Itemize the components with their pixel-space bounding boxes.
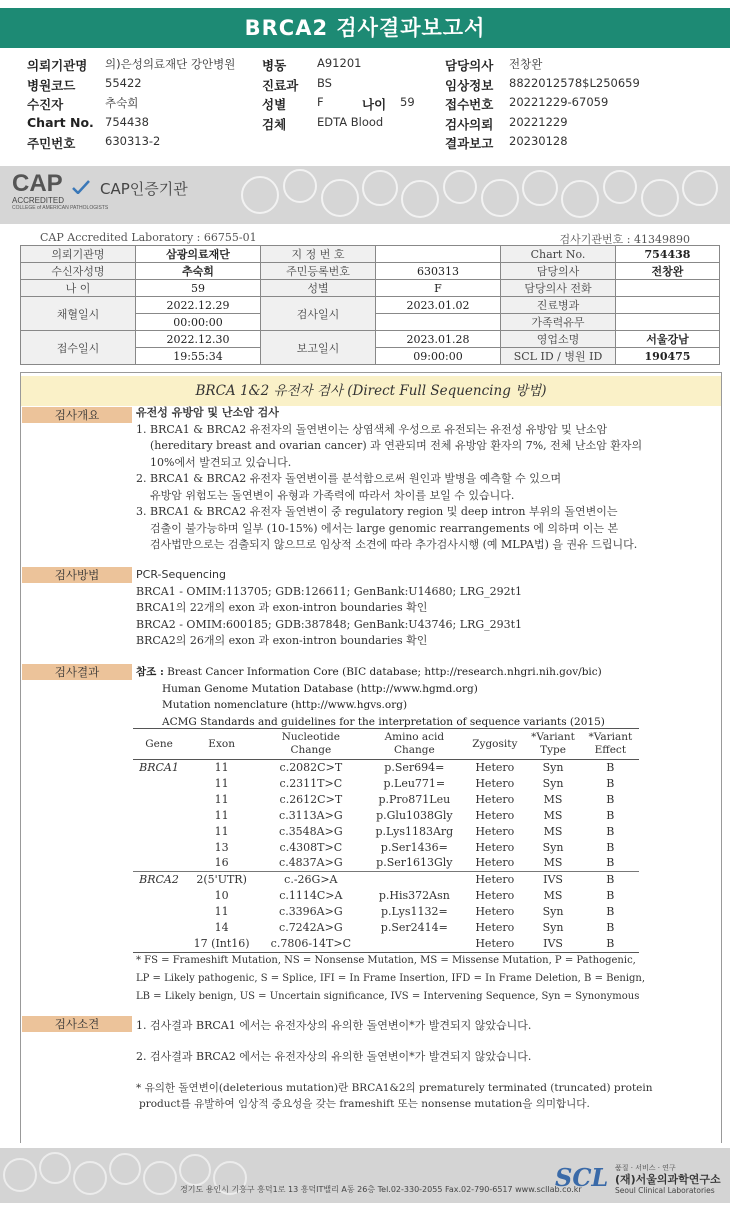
table-cell bbox=[133, 888, 185, 904]
overview-line: 유방암 위험도는 돌연변이 유형과 가족력에 따라서 차이를 보일 수 있습니다. bbox=[150, 488, 515, 502]
table-cell: c.-26G>A bbox=[258, 872, 363, 888]
info-value: 754438 bbox=[616, 246, 720, 263]
table-cell: c.4308T>C bbox=[279, 840, 343, 854]
patient-header bbox=[27, 56, 707, 154]
header-value: F bbox=[317, 95, 324, 109]
scl-name-en: Seoul Clinical Laboratories bbox=[615, 1186, 715, 1195]
table-cell: BRCA2 bbox=[133, 872, 185, 888]
table-cell: Hetero bbox=[475, 921, 515, 935]
table-cell: B bbox=[606, 824, 615, 838]
info-label: 채혈일시 bbox=[21, 297, 136, 331]
table-cell: 11 bbox=[214, 761, 229, 774]
abbreviation-notes bbox=[136, 952, 645, 1006]
info-label: 검사일시 bbox=[261, 297, 376, 331]
section-conclusion: 검사소견 bbox=[22, 1016, 132, 1032]
table-cell: 11 bbox=[214, 808, 229, 822]
header-label: 검사의뢰 bbox=[445, 116, 494, 132]
method-line: BRCA2의 26개의 exon 과 exon-intron boundaries 확인 bbox=[136, 634, 428, 647]
header-value: 의)은성의료재단 강안병원 bbox=[105, 57, 236, 71]
table-cell: B bbox=[606, 856, 615, 870]
info-label: 지 정 번 호 bbox=[261, 246, 376, 263]
table-cell: BRCA1 bbox=[139, 761, 179, 774]
table-cell: B bbox=[606, 792, 615, 806]
overview-line: 검사법만으로는 검출되지 않으므로 임상적 소견에 따라 추가검사시행 (예 MLPA법) 을 권유 드립니다. bbox=[150, 538, 638, 551]
note-line: LP = Likely pathogenic, S = Splice, IFI = In Frame Insertion, IFD = In Frame Deletion, B = Benign, bbox=[136, 973, 646, 984]
info-value bbox=[376, 314, 501, 331]
report-title: BRCA2 검사결과보고서 bbox=[0, 8, 730, 48]
info-value: 2022.12.30 bbox=[136, 331, 261, 348]
overview-line: 3. BRCA1 & BRCA2 유전자 돌연변이 중 regulatory region 및 deep intron 부위의 돌연변이는 bbox=[136, 505, 618, 518]
table-cell: MS bbox=[543, 889, 563, 903]
table-cell: p.Leu771= bbox=[383, 776, 446, 790]
table-cell: p.Lys1132= bbox=[380, 905, 448, 919]
info-value: 서울강남 bbox=[616, 331, 720, 348]
table-cell: B bbox=[606, 808, 615, 822]
header-label: Chart No. bbox=[27, 114, 94, 130]
table-cell: 2(5'UTR) bbox=[185, 872, 258, 888]
cap-logo bbox=[12, 172, 108, 211]
header-value: 59 bbox=[400, 95, 415, 109]
table-cell: c.2311T>C bbox=[279, 776, 343, 790]
info-table bbox=[20, 245, 720, 365]
table-row bbox=[133, 920, 639, 936]
table-cell: p.His372Asn bbox=[378, 889, 450, 903]
table-cell: c.3113A>G bbox=[279, 808, 343, 822]
col-variant-type: *Variant Type bbox=[524, 729, 581, 760]
header-value: 754438 bbox=[105, 114, 149, 129]
references bbox=[136, 664, 605, 730]
table-row bbox=[133, 888, 639, 904]
table-cell: Syn bbox=[542, 921, 564, 935]
table-cell: MS bbox=[543, 824, 563, 838]
header-label: 성별 bbox=[262, 97, 287, 112]
table-cell: IVS bbox=[524, 936, 581, 952]
table-cell: Hetero bbox=[475, 808, 515, 822]
overview-line: 1. BRCA1 & BRCA2 유전자의 돌연변이는 상염색체 우성으로 유전되는 유전성 유방암 및 난소암 bbox=[136, 422, 608, 436]
table-cell bbox=[133, 776, 185, 792]
header-label: 접수번호 bbox=[445, 97, 494, 112]
table-row bbox=[133, 760, 639, 776]
conclusion-note: product를 유발하여 임상적 중요성을 갖는 frameshift 또는 nonsense mutation을 의미합니다. bbox=[139, 1098, 590, 1110]
table-cell: p.Ser2414= bbox=[380, 921, 448, 935]
table-cell: 11 bbox=[214, 776, 229, 790]
header-label: 임상정보 bbox=[445, 77, 494, 93]
col-variant-effect: *Variant Effect bbox=[582, 729, 639, 760]
info-value: 190475 bbox=[616, 348, 720, 365]
info-value bbox=[616, 280, 720, 297]
table-cell: Syn bbox=[542, 905, 564, 919]
table-cell: Hetero bbox=[475, 776, 515, 790]
table-cell: B bbox=[582, 936, 639, 952]
info-label: 보고일시 bbox=[261, 331, 376, 365]
info-label: 영업소명 bbox=[501, 331, 616, 348]
decorative-pattern-icon bbox=[230, 166, 730, 224]
cap-logo-text: CAP bbox=[12, 170, 63, 197]
institution-number: 검사기관번호 : 41349890 bbox=[559, 233, 690, 246]
info-label: Chart No. bbox=[501, 246, 616, 263]
overview-line: (hereditary breast and ovarian cancer) 과 연관되며 전체 유방암 환자의 7%, 전체 난소암 환자의 bbox=[150, 439, 643, 452]
info-value: 19:55:34 bbox=[136, 348, 261, 365]
info-value: 2023.01.02 bbox=[376, 297, 501, 314]
table-row bbox=[133, 855, 639, 871]
table-cell: 10 bbox=[214, 889, 229, 903]
cap-cert-label: CAP인증기관 bbox=[100, 180, 188, 198]
note-line: * FS = Frameshift Mutation, NS = Nonsense Mutation, MS = Missense Mutation, P = Pathogenic, bbox=[136, 955, 636, 966]
table-cell: B bbox=[606, 889, 615, 903]
table-cell: c.4837A>G bbox=[279, 856, 343, 870]
cap-accredited: ACCREDITED bbox=[12, 196, 65, 205]
table-cell: Hetero bbox=[465, 872, 524, 888]
col-amino-acid: Amino acid Change bbox=[363, 729, 465, 760]
col-gene: Gene bbox=[133, 729, 185, 760]
table-cell: Hetero bbox=[475, 905, 515, 919]
info-label: 성별 bbox=[261, 280, 376, 297]
table-cell bbox=[133, 904, 185, 920]
col-zygosity: Zygosity bbox=[465, 729, 524, 760]
ref-line: Human Genome Mutation Database (http://www.hgmd.org) bbox=[162, 682, 478, 695]
info-value: 630313 bbox=[376, 263, 501, 280]
section-overview: 검사개요 bbox=[22, 407, 132, 423]
method-line: BRCA2 - OMIM:600185; GDB:387848; GenBank:U43746; LRG_293t1 bbox=[136, 617, 523, 631]
table-cell: Hetero bbox=[475, 761, 515, 774]
variant-table bbox=[133, 728, 639, 953]
table-cell: 11 bbox=[214, 905, 229, 919]
overview-line: 10%에서 발견되고 있습니다. bbox=[150, 455, 292, 469]
info-value: 2022.12.29 bbox=[136, 297, 261, 314]
section-method: 검사방법 bbox=[22, 567, 132, 583]
table-row bbox=[133, 792, 639, 808]
table-cell: c.3396A>G bbox=[279, 905, 343, 919]
table-cell: Syn bbox=[542, 776, 564, 790]
info-label: 수신자성명 bbox=[21, 263, 136, 280]
method-line: PCR-Sequencing bbox=[136, 568, 226, 581]
lab-line bbox=[40, 231, 690, 244]
header-label: 검체 bbox=[262, 116, 287, 132]
header-label: 병동 bbox=[262, 58, 287, 73]
scl-logo: SCL bbox=[555, 1163, 609, 1192]
header-value: EDTA Blood bbox=[317, 114, 384, 129]
info-value: F bbox=[376, 280, 501, 297]
header-label: 담당의사 bbox=[445, 58, 494, 73]
header-value: 8822012578$L250659 bbox=[509, 75, 640, 90]
table-cell: Hetero bbox=[475, 856, 515, 870]
table-row bbox=[133, 904, 639, 920]
info-label: 진료병과 bbox=[501, 297, 616, 314]
table-cell: Syn bbox=[542, 761, 564, 774]
info-label: 담당의사 bbox=[501, 263, 616, 280]
info-label: 담당의사 전화 bbox=[501, 280, 616, 297]
header-label: 의뢰기관명 bbox=[27, 58, 88, 73]
table-cell bbox=[363, 872, 465, 888]
header-label: 병원코드 bbox=[27, 77, 76, 93]
header-value: BS bbox=[317, 75, 332, 90]
ref-line: ACMG Standards and guidelines for the interpretation of sequence variants (2015) bbox=[162, 715, 605, 728]
info-value: 2023.01.28 bbox=[376, 331, 501, 348]
header-label: 수진자 bbox=[27, 97, 64, 112]
info-value: 00:00:00 bbox=[136, 314, 261, 331]
info-value: 59 bbox=[136, 280, 261, 297]
ref-line: Breast Cancer Information Core (BIC database; http://research.nhgri.nih.gov/bic) bbox=[167, 666, 602, 678]
info-value: 09:00:00 bbox=[376, 348, 501, 365]
table-cell: IVS bbox=[524, 872, 581, 888]
table-cell: B bbox=[606, 840, 615, 854]
table-cell: p.Ser694= bbox=[384, 761, 445, 774]
table-row bbox=[133, 776, 639, 792]
test-header: BRCA 1&2 유전자 검사 (Direct Full Sequencing 방법) bbox=[21, 376, 721, 406]
table-row bbox=[133, 824, 639, 840]
overview-title: 유전성 유방암 및 난소암 검사 bbox=[136, 406, 279, 419]
table-cell: B bbox=[606, 776, 615, 790]
overview-line: 2. BRCA1 & BRCA2 유전자 돌연변이를 분석함으로써 원인과 발병을 예측할 수 있으며 bbox=[136, 472, 562, 485]
section-result: 검사결과 bbox=[22, 664, 132, 680]
table-cell bbox=[133, 808, 185, 824]
table-cell: c.2082C>T bbox=[279, 761, 343, 774]
table-cell: B bbox=[606, 761, 615, 774]
table-cell: Hetero bbox=[475, 792, 515, 806]
info-label: 나 이 bbox=[21, 280, 136, 297]
header-label: 결과보고 bbox=[445, 136, 494, 151]
header-value: 20230128 bbox=[509, 134, 568, 148]
table-cell bbox=[133, 920, 185, 936]
ref-line: Mutation nomenclature (http://www.hgvs.org) bbox=[162, 699, 408, 711]
table-cell: p.Lys1183Arg bbox=[375, 824, 454, 838]
table-cell: MS bbox=[543, 808, 563, 822]
conclusion-line: 1. 검사결과 BRCA1 에서는 유전자상의 유의한 돌연변이*가 발견되지 않았습니다. bbox=[136, 1019, 532, 1032]
info-value: 삼광의료재단 bbox=[136, 246, 261, 263]
table-cell: B bbox=[582, 872, 639, 888]
note-line: LB = Likely benign, US = Uncertain significance, IVS = Intervening Sequence, Syn = Synonymous bbox=[136, 991, 640, 1002]
info-label: 주민등록번호 bbox=[261, 263, 376, 280]
info-label: 의뢰기관명 bbox=[21, 246, 136, 263]
scl-name: (재)서울의과학연구소 bbox=[615, 1173, 721, 1186]
table-cell: p.Ser1436= bbox=[380, 840, 448, 854]
table-cell: MS bbox=[543, 856, 563, 870]
header-value: 전창완 bbox=[509, 57, 543, 71]
table-cell: p.Pro871Leu bbox=[378, 792, 451, 806]
info-label: 가족력유무 bbox=[501, 314, 616, 331]
info-value: 전창완 bbox=[616, 263, 720, 280]
table-cell: c.7242A>G bbox=[279, 921, 343, 935]
table-cell: Hetero bbox=[465, 936, 524, 952]
header-value: 20221229-67059 bbox=[509, 95, 609, 109]
header-label: 진료과 bbox=[262, 77, 299, 93]
table-cell bbox=[133, 824, 185, 840]
table-cell: 16 bbox=[214, 856, 229, 870]
table-cell: 17 (Int16) bbox=[185, 936, 258, 952]
table-row bbox=[133, 936, 639, 952]
info-label: SCL ID / 병원 ID bbox=[501, 348, 616, 365]
header-value: 630313-2 bbox=[105, 134, 161, 148]
method-line: BRCA1의 22개의 exon 과 exon-intron boundaries 확인 bbox=[136, 601, 428, 614]
table-cell: Hetero bbox=[475, 840, 515, 854]
scl-tagline: 품질 · 서비스 · 연구 bbox=[615, 1164, 676, 1172]
table-cell: c.7806-14T>C bbox=[258, 936, 363, 952]
table-cell bbox=[133, 792, 185, 808]
table-row bbox=[133, 840, 639, 856]
table-cell: c.1114C>A bbox=[279, 889, 343, 903]
table-cell: p.Ser1613Gly bbox=[376, 856, 453, 870]
table-cell bbox=[363, 936, 465, 952]
header-label: 나이 bbox=[362, 97, 387, 112]
info-value bbox=[616, 297, 720, 314]
table-cell: 13 bbox=[214, 840, 229, 854]
table-cell: 11 bbox=[214, 792, 229, 806]
table-row bbox=[133, 872, 639, 888]
header-label: 주민번호 bbox=[27, 136, 76, 151]
col-nucleotide: Nucleotide Change bbox=[258, 729, 363, 760]
checkmark-icon bbox=[72, 180, 90, 194]
col-exon: Exon bbox=[185, 729, 258, 760]
table-cell: B bbox=[606, 905, 615, 919]
info-value: 추숙희 bbox=[136, 263, 261, 280]
table-cell bbox=[133, 936, 185, 952]
table-cell: B bbox=[606, 921, 615, 935]
table-cell: c.2612C>T bbox=[279, 792, 343, 806]
header-value: 20221229 bbox=[509, 114, 568, 129]
table-cell bbox=[133, 840, 185, 856]
header-value: 55422 bbox=[105, 75, 142, 90]
refs-prefix: 참조 : bbox=[136, 666, 164, 678]
header-value: A91201 bbox=[317, 56, 362, 70]
conclusion-note: * 유의한 돌연변이(deleterious mutation)란 BRCA1&2의 prematurely terminated (truncated) protein bbox=[136, 1082, 653, 1094]
conclusion-line: 2. 검사결과 BRCA2 에서는 유전자상의 유의한 돌연변이*가 발견되지 않았습니다. bbox=[136, 1050, 532, 1063]
table-cell: p.Glu1038Gly bbox=[376, 808, 453, 822]
table-cell: Hetero bbox=[475, 824, 515, 838]
info-value bbox=[376, 246, 501, 263]
table-row bbox=[133, 808, 639, 824]
table-cell: Syn bbox=[542, 840, 564, 854]
cap-lab-number: CAP Accredited Laboratory : 66755-01 bbox=[40, 231, 257, 244]
table-cell: c.3548A>G bbox=[279, 824, 343, 838]
header-value: 추숙희 bbox=[105, 96, 139, 110]
table-cell: MS bbox=[543, 792, 563, 806]
footer-address: 경기도 용인시 기흥구 흥덕1로 13 흥덕IT밸리 A동 26층 Tel.02-330-2055 Fax.02-790-6517 www.scllab.co.kr bbox=[180, 1185, 582, 1194]
table-cell: 14 bbox=[214, 921, 229, 935]
table-cell: 11 bbox=[214, 824, 229, 838]
overview-line: 검출이 불가능하며 일부 (10-15%) 에서는 large genomic rearrangements 에 의하며 이는 본 bbox=[150, 521, 619, 535]
table-cell bbox=[133, 855, 185, 871]
method-body bbox=[136, 567, 522, 650]
overview-body bbox=[136, 405, 642, 554]
info-label: 접수일시 bbox=[21, 331, 136, 365]
info-value bbox=[616, 314, 720, 331]
method-line: BRCA1 - OMIM:113705; GDB:126611; GenBank:U14680; LRG_292t1 bbox=[136, 584, 523, 598]
table-cell: Hetero bbox=[475, 889, 515, 903]
cap-college: COLLEGE of AMERICAN PATHOLOGISTS bbox=[12, 205, 109, 211]
